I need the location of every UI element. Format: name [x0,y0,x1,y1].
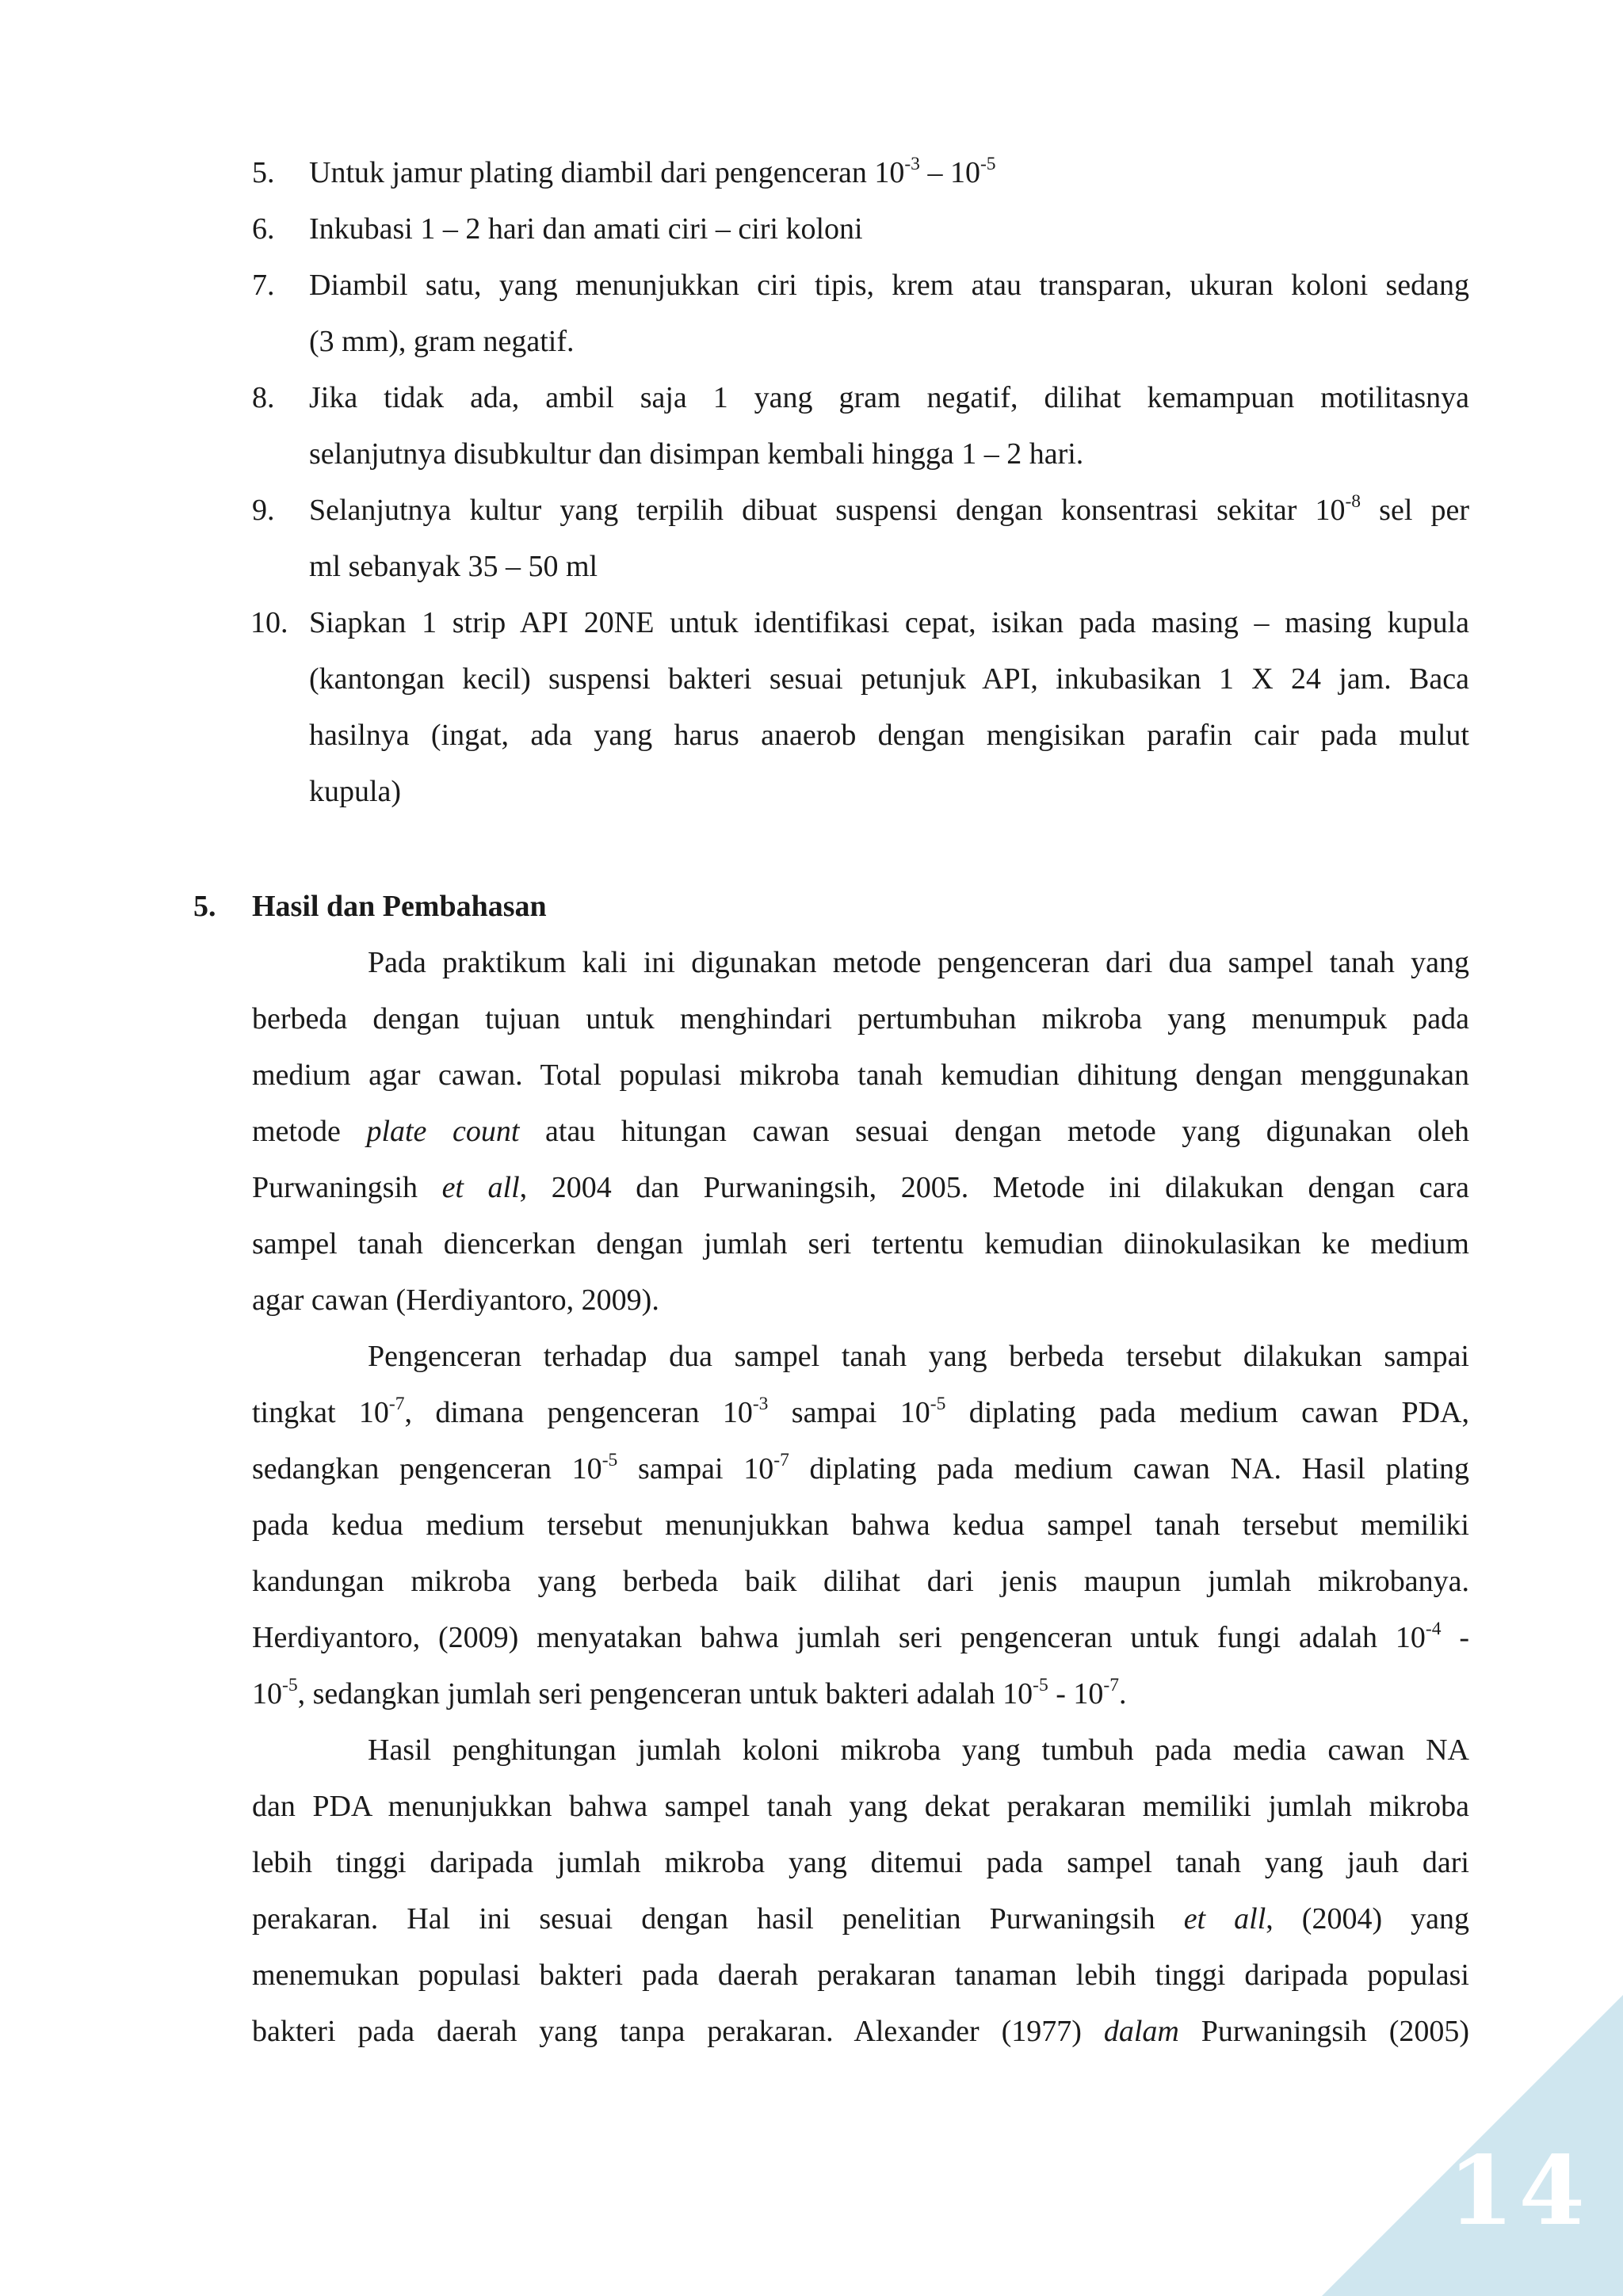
list-line: hasilnya (ingat, ada yang harus anaerob dengan mengisikan parafin cair pada mulut [309,719,1469,752]
paragraph-line: Pada praktikum kali ini digunakan metode pengenceran dari dua sampel tanah yang [368,946,1469,979]
paragraph-line: lebih tinggi daripada jumlah mikroba yang ditemui pada sampel tanah yang jauh dari [252,1846,1469,1879]
list-line: (kantongan kecil) suspensi bakteri sesuai petunjuk API, inkubasikan 1 X 24 jam. Baca [309,662,1469,696]
paragraph-line: dan PDA menunjukkan bahwa sampel tanah yang dekat perakaran memiliki jumlah mikroba [252,1790,1469,1823]
list-line: ml sebanyak 35 – 50 ml [309,550,598,583]
paragraph-line: agar cawan (Herdiyantoro, 2009). [252,1283,659,1317]
list-line: Jika tidak ada, ambil saja 1 yang gram negatif, dilihat kemampuan motilitasnya [309,381,1469,414]
list-line: kupula) [309,775,402,808]
paragraph-line: perakaran. Hal ini sesuai dengan hasil penelitian Purwaningsih et all, (2004) yang [252,1902,1469,1936]
paragraph-line: metode plate count atau hitungan cawan sesuai dengan metode yang digunakan oleh [252,1115,1469,1148]
paragraph-line: sampel tanah diencerkan dengan jumlah seri tertentu kemudian diinokulasikan ke medium [252,1227,1469,1261]
list-line: selanjutnya disubkultur dan disimpan kembali hingga 1 – 2 hari. [309,437,1084,471]
paragraph-line: berbeda dengan tujuan untuk menghindari pertumbuhan mikroba yang menumpuk pada [252,1002,1469,1035]
paragraph-line: $10^{-5}$, sedangkan jumlah seri pengenceran untuk bakteri adalah $10^{-5} - 10^{-7}$. [252,1675,1127,1711]
list-line: (3 mm), gram negatif. [309,325,575,358]
paragraph-line: Herdiyantoro, (2009) menyatakan bahwa jumlah seri pengenceran untuk fungi adalah $10^{-4}$ - [252,1620,1469,1654]
list-line: Selanjutnya kultur yang terpilih dibuat suspensi dengan konsentrasi sekitar $10^{-8}$ sel per [309,493,1469,527]
paragraph-line: Pengenceran terhadap dua sampel tanah yang berbeda tersebut dilakukan sampai [368,1340,1469,1373]
list-line: Inkubasi 1 – 2 hari dan amati ciri – ciri koloni [309,212,863,246]
list-number: 6. [252,212,275,246]
page-number: 14 [1448,2135,1590,2247]
paragraph-line: Hasil penghitungan jumlah koloni mikroba yang tumbuh pada media cawan NA [368,1733,1469,1767]
list-number: 10. [250,606,288,639]
section-title: Hasil dan Pembahasan [252,890,547,923]
paragraph-line: sedangkan pengenceran $10^{-5}$ sampai $10^{-7}$ diplating pada medium cawan NA. Hasil plating [252,1451,1469,1486]
list-line: Diambil satu, yang menunjukkan ciri tipis, krem atau transparan, ukuran koloni sedang [309,269,1469,302]
list-line: Siapkan 1 strip API 20NE untuk identifikasi cepat, isikan pada masing – masing kupula [309,606,1469,639]
list-number: 7. [252,269,275,302]
paragraph-line: medium agar cawan. Total populasi mikroba tanah kemudian dihitung dengan menggunakan [252,1058,1469,1092]
paragraph-line: Purwaningsih et all, 2004 dan Purwaningsih, 2005. Metode ini dilakukan dengan cara [252,1171,1469,1204]
list-number: 9. [252,494,275,527]
paragraph-line: tingkat $10^{-7}$, dimana pengenceran $10^{-3}$ sampai $10^{-5}$ diplating pada medium cawan PDA, [252,1395,1469,1429]
list-number: 5. [252,156,275,189]
list-line: Untuk jamur plating diambil dari pengenceran $10^{-3} - 10^{-5}$ [309,154,996,189]
paragraph-line: bakteri pada daerah yang tanpa perakaran. Alexander (1977) dalam Purwaningsih (2005) [252,2015,1469,2048]
paragraph-line: pada kedua medium tersebut menunjukkan bahwa kedua sampel tanah tersebut memiliki [252,1508,1469,1542]
list-number: 8. [252,381,275,414]
section-number: 5. [193,890,216,923]
paragraph-line: kandungan mikroba yang berbeda baik dilihat dari jenis maupun jumlah mikrobanya. [252,1565,1469,1598]
paragraph-line: menemukan populasi bakteri pada daerah perakaran tanaman lebih tinggi daripada populasi [252,1958,1469,1992]
